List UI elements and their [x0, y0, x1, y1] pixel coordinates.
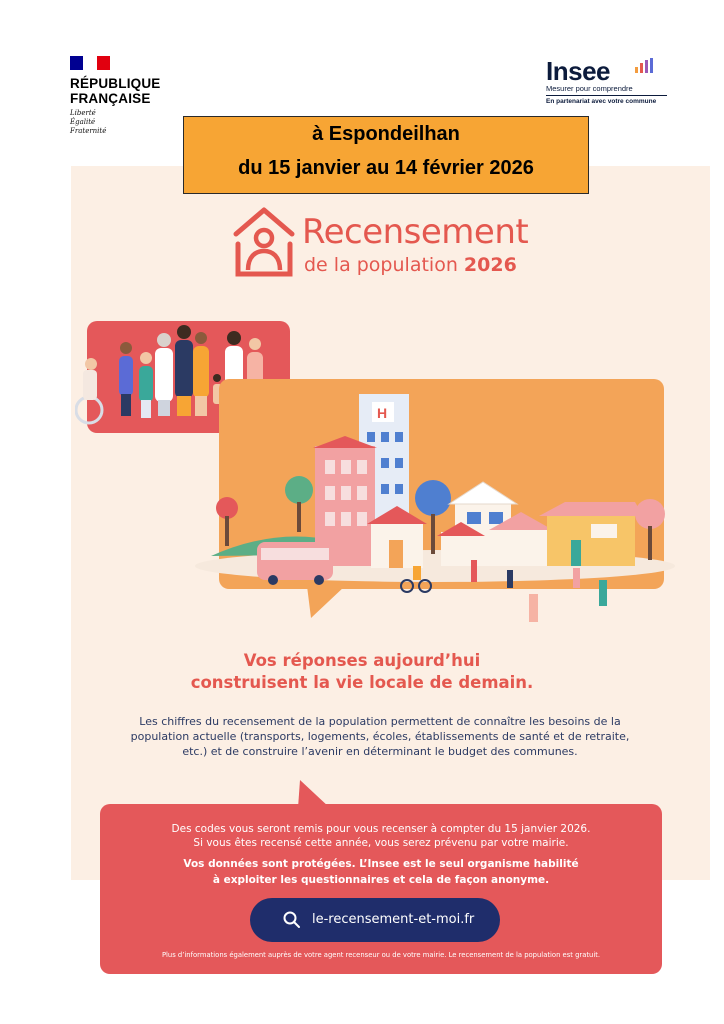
logo-subtitle-text: de la population: [304, 254, 458, 276]
body-line-3: etc.) et de construire l’avenir en déterminant le budget des communes.: [182, 745, 578, 758]
headline-line-2: construisent la vie locale de demain.: [190, 673, 534, 692]
website-link-label[interactable]: le-recensement-et-moi.fr: [312, 912, 475, 927]
insee-logo-text: Insee: [546, 56, 610, 86]
insee-bars-icon: [634, 58, 654, 74]
data-protection-info: [100, 856, 662, 888]
location-date-banner: [183, 116, 589, 194]
insee-partner-text: En partenariat avec votre commune: [546, 98, 657, 105]
republic-motto: [70, 109, 106, 136]
protection-line-2: à exploiter les questionnaires et cela de façon anonyme.: [212, 874, 550, 886]
house-person-icon: [232, 204, 296, 278]
codes-info: [100, 822, 662, 850]
svg-text:H: H: [377, 405, 388, 421]
body-paragraph: [120, 714, 640, 759]
insee-tagline: Mesurer pour comprendre: [546, 84, 633, 93]
footer-note: Plus d’informations également auprès de votre agent recenseur ou de votre mairie. Le recensement de la population est gratuit.: [161, 951, 601, 959]
motto-liberte: Liberté: [70, 109, 96, 117]
french-flag-logo: [70, 56, 110, 70]
headline: [0, 650, 724, 694]
logo-subtitle: [304, 252, 517, 278]
insee-divider: [546, 95, 667, 96]
search-icon: [282, 910, 302, 930]
motto-fraternite: Fraternité: [70, 127, 107, 135]
body-line-2: population actuelle (transports, logements, écoles, établissements de santé et de retraite,: [130, 730, 630, 743]
banner-dates: du 15 janvier au 14 février 2026: [238, 157, 534, 179]
logo-title: Recensement: [302, 212, 529, 252]
banner-location: à Espondeilhan: [312, 123, 460, 145]
republic-line-2: FRANÇAISE: [70, 91, 151, 106]
protection-line-1: Vos données sont protégées. L’Insee est le seul organisme habilité: [183, 858, 579, 870]
logo-year: 2026: [463, 254, 517, 276]
codes-line-2: Si vous êtes recensé cette année, vous serez prévenu par votre mairie.: [193, 837, 569, 849]
headline-line-1: Vos réponses aujourd’hui: [243, 651, 481, 670]
republique-francaise-name: [70, 76, 161, 106]
republic-line-1: RÉPUBLIQUE: [70, 76, 161, 91]
town-illustration: [75, 318, 675, 638]
body-line-1: Les chiffres du recensement de la population permettent de connaître les besoins de la: [139, 715, 621, 728]
motto-egalite: Égalité: [70, 118, 96, 126]
codes-line-1: Des codes vous seront remis pour vous recenser à compter du 15 janvier 2026.: [171, 823, 591, 835]
